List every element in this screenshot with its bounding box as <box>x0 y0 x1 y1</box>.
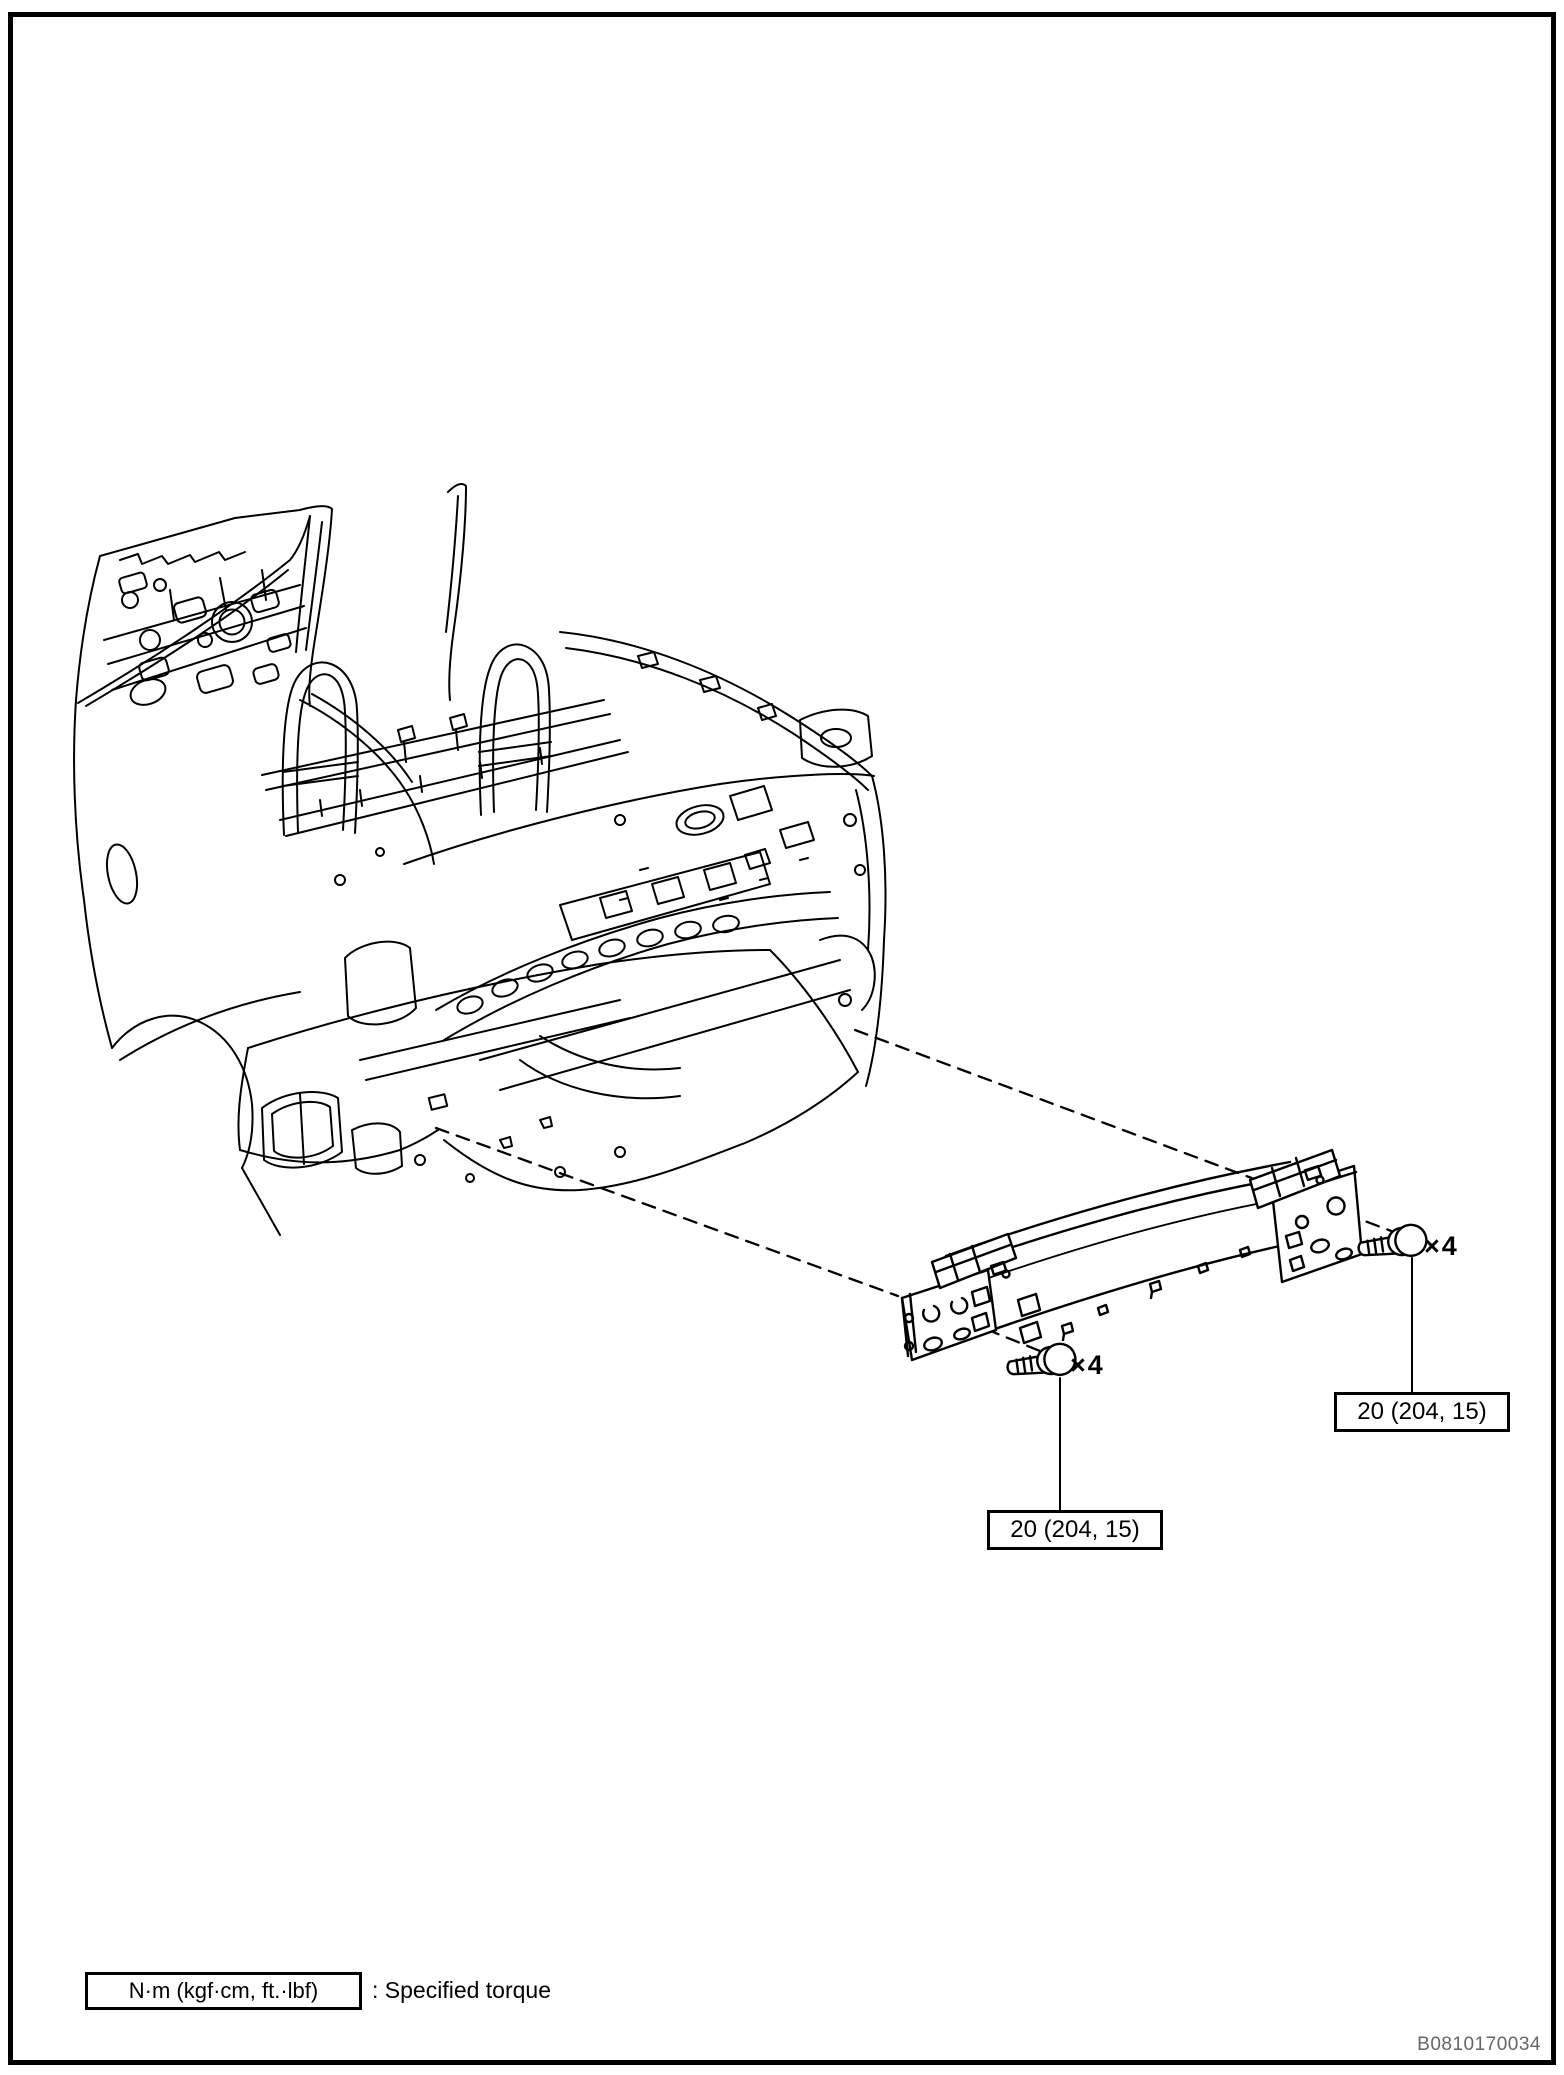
legend-torque-format-box <box>85 1972 362 2010</box>
legend-meaning: : Specified torque <box>372 1977 552 2003</box>
right-torque-value: 20 (204, 15) <box>1357 1398 1487 1425</box>
right-bolt-icon <box>1356 1220 1430 1272</box>
right-torque-callout-box <box>1334 1392 1510 1432</box>
bumper-reinforcement-illustration <box>902 1150 1362 1360</box>
left-torque-value: 20 (204, 15) <box>1010 1516 1140 1543</box>
car-body-illustration <box>74 484 885 1235</box>
right-bolt-quantity-label: ×4 <box>1424 1231 1459 1261</box>
figure-code: B0810170034 <box>1417 2034 1541 2055</box>
left-bolt-quantity-label: ×4 <box>1070 1350 1105 1380</box>
callout-leader-lines <box>1060 1258 1412 1510</box>
legend-torque-format: N·m (kgf·cm, ft.·lbf) <box>128 1978 319 2003</box>
left-bolt-icon <box>1005 1339 1079 1391</box>
dashed-guide-lower <box>436 1128 898 1296</box>
left-torque-callout-box <box>987 1510 1163 1550</box>
